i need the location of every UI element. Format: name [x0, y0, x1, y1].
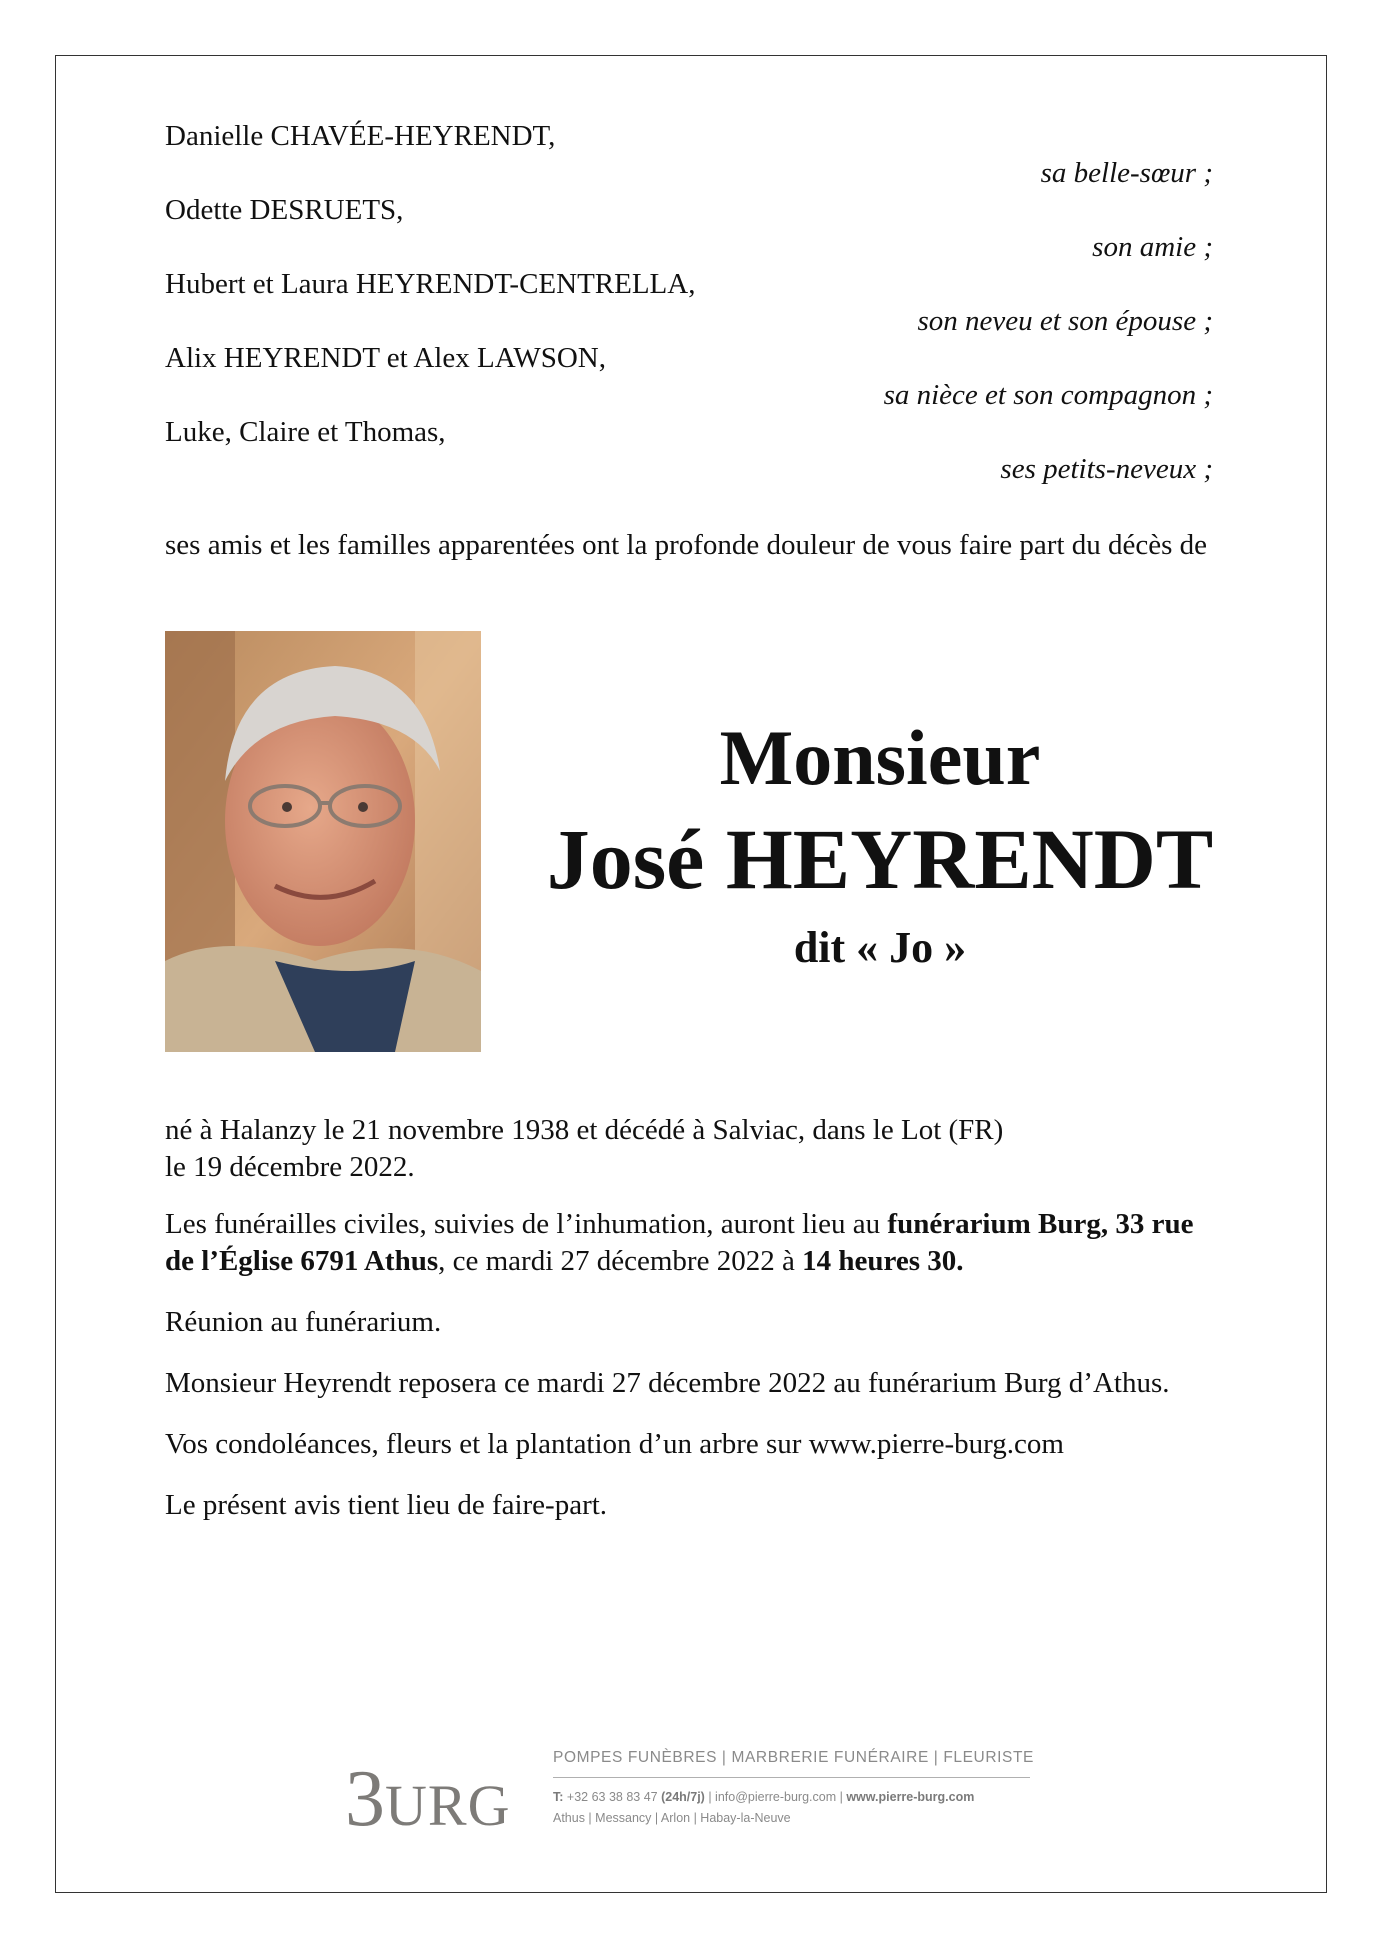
burg-logo [345, 1753, 515, 1833]
svg-text:3: 3 [345, 1755, 385, 1833]
funeral-text1: Les funérailles civiles, suivies de l’inhumation, auront lieu au [165, 1208, 888, 1240]
mourner-relation: son neveu et son épouse ; [917, 305, 1213, 337]
birth-death-line1: né à Halanzy le 21 novembre 1938 et décédé à Salviac, dans le Lot (FR) [165, 1114, 1004, 1146]
meeting-paragraph: Réunion au funérarium. [165, 1306, 442, 1338]
footer-separator: | [836, 1790, 847, 1804]
mourners-list [165, 118, 1213, 488]
svg-text:URG: URG [385, 1773, 511, 1833]
deceased-title [520, 710, 1240, 978]
birth-death-line2: le 19 décembre 2022. [165, 1151, 415, 1183]
birth-death-paragraph [165, 1112, 1213, 1186]
mourner-relation: son amie ; [1092, 231, 1213, 263]
mourner-relation: sa nièce et son compagnon ; [883, 379, 1213, 411]
mourner-name: Luke, Claire et Thomas, [165, 416, 446, 448]
footer [345, 1748, 1045, 1838]
announcement-intro: ses amis et les familles apparentées ont la profonde douleur de vous faire part du décès de [165, 529, 1208, 561]
footer-services: POMPES FUNÈBRES | MARBRERIE FUNÉRAIRE | FLEURISTE [553, 1749, 1034, 1766]
deceased-civility: Monsieur [719, 714, 1041, 801]
footer-divider [553, 1777, 1030, 1778]
mourner-name: Alix HEYRENDT et Alex LAWSON, [165, 342, 606, 374]
funeral-paragraph [165, 1206, 1213, 1280]
footer-separator: | [704, 1790, 716, 1804]
footer-contact [553, 1788, 1033, 1806]
mourner-name: Hubert et Laura HEYRENDT-CENTRELLA, [165, 268, 696, 300]
funeral-place: funérarium Burg, 33 rue de l’Église 6791 Athus [165, 1208, 1194, 1277]
footer-email: info@pierre-burg.com [715, 1790, 837, 1804]
footer-info [553, 1748, 1033, 1827]
funeral-text2: , ce mardi 27 décembre 2022 à [438, 1245, 803, 1277]
phone-label: T: [553, 1790, 567, 1804]
funeral-time: 14 heures 30. [802, 1245, 964, 1277]
repose-paragraph: Monsieur Heyrendt reposera ce mardi 27 décembre 2022 au funérarium Burg d’Athus. [165, 1367, 1170, 1399]
deceased-nickname: dit « Jo » [793, 923, 967, 972]
mourner-name: Danielle CHAVÉE-HEYRENDT, [165, 120, 556, 152]
mourner-relation: ses petits-neveux ; [1000, 453, 1213, 485]
footer-towns: Athus | Messancy | Arlon | Habay-la-Neuve [553, 1811, 791, 1825]
footer-phone: +32 63 38 83 47 [566, 1790, 662, 1804]
notice-paragraph: Le présent avis tient lieu de faire-part. [165, 1489, 608, 1521]
footer-hours: (24h/7j) [661, 1790, 705, 1804]
mourner-relation: sa belle-sœur ; [1040, 157, 1213, 189]
footer-website: www.pierre-burg.com [846, 1790, 975, 1804]
condolences-paragraph: Vos condoléances, fleurs et la plantation d’un arbre sur www.pierre-burg.com [165, 1428, 1064, 1460]
announcement-body [165, 1112, 1213, 1548]
mourner-name: Odette DESRUETS, [165, 194, 404, 226]
portrait-photo [165, 631, 481, 1052]
deceased-name: José HEYRENDT [546, 811, 1214, 907]
